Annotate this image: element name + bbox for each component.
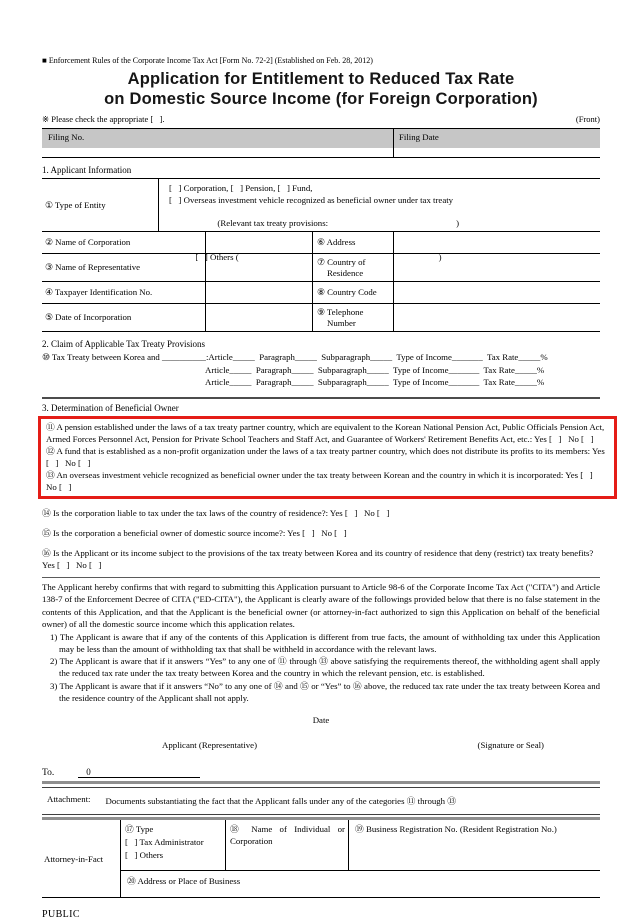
attorney-address-cell[interactable] — [121, 870, 600, 897]
attorney-type-label: ⑰ Type — [125, 824, 154, 835]
country-of-residence-label: ⑦ Country of Residence — [312, 254, 393, 281]
date-of-incorporation-field[interactable] — [205, 304, 312, 331]
attorney-name-label: ⑱ Name of Individual or Corporation — [230, 824, 345, 847]
address-field[interactable] — [393, 232, 600, 253]
front-label: (Front) — [575, 114, 600, 124]
item-14-liable-to-tax[interactable]: ⑭ Is the corporation liable to tax under the tax laws of the country of residence?: Yes [ ] No [ ] — [42, 507, 390, 518]
item-16-treaty-benefits[interactable]: ⑯ Is the Applicant or its income subject to the provisions of the tax treaty between Korea and its country of residence that deny (restrict) tax treaty benefits? Yes [ ] No [ ] — [42, 547, 596, 570]
declaration-item-2: 2) The Applicant is aware that if it answers “Yes” to any one of ⑪ through ⑬ above satisfying the requirements thereof, the withholding agent shall apply the reduced tax rate under the tax treaty between Korea and the country in which the relevant pension, etc. is established. — [50, 656, 600, 679]
form-reference-line: ■ Enforcement Rules of the Corporate Income Tax Act [Form No. 72-2] (Established on Feb. 28, 2012) — [42, 56, 373, 65]
tax-treaty-lines — [42, 351, 600, 389]
attachment-label: Attachment: — [47, 794, 91, 805]
section-divider — [42, 397, 600, 399]
declaration-divider — [42, 577, 600, 578]
treaty-line-3[interactable]: Article_____ Paragraph_____ Subparagraph_____ Type of Income_______ Tax Rate_____% — [205, 377, 545, 387]
taxpayer-id-field[interactable] — [205, 282, 312, 303]
public-classification-label: PUBLIC — [42, 909, 80, 920]
attorney-bizreg-label: ⑲ Business Registration No. (Resident Registration No.) — [355, 824, 557, 835]
to-label: To. — [42, 768, 55, 779]
page-title-line2: on Domestic Source Income (for Foreign Corporation) — [104, 90, 538, 108]
table-row — [42, 232, 600, 254]
taxpayer-id-label: ④ Taxpayer Identification No. — [45, 287, 153, 297]
attachment-row — [42, 787, 600, 815]
attachment-text: Documents substantiating the fact that the Applicant falls under any of the categories ⑪ through ⑬ — [105, 796, 457, 807]
declaration-item-1: 1) The Applicant is aware that if any of the contents of this Application is different from true facts, the amount of withholding tax under this Application may be less than the amount of withholding tax that shall be withheld in accordance with the relevant laws. — [50, 631, 600, 654]
table-row — [42, 304, 600, 332]
country-of-residence-field[interactable] — [393, 254, 600, 281]
section2-heading: 2. Claim of Applicable Tax Treaty Provisions — [42, 339, 205, 349]
declaration-item-3: 3) The Applicant is aware that if it answers “No” to any one of ⑭ and ⑮ or “Yes” to ⑯ above, the reduced tax rate under the tax treaty between Korea and the residence country of the Applicant shall not apply. — [50, 680, 600, 703]
telephone-number-label: ⑨ Telephone Number — [312, 304, 393, 331]
signature-or-seal-label: (Signature or Seal) — [477, 740, 544, 751]
type-of-entity-label: ① Type of Entity — [45, 199, 106, 210]
attorney-address-label: ⑳ Address or Place of Business — [127, 876, 241, 887]
attorney-name-cell[interactable] — [225, 820, 348, 870]
item-13-overseas-vehicle[interactable]: ⑬ An overseas investment vehicle recognized as beneficial owner under the tax treaty between Korean and the country in which it is incorporated: Yes [ ] No [ ] — [46, 469, 600, 492]
treaty-line-2[interactable]: Article_____ Paragraph_____ Subparagraph_____ Type of Income_______ Tax Rate_____% — [205, 364, 545, 375]
check-note-row — [42, 114, 600, 125]
entity-option-line3[interactable]: (Relevant tax treaty provisions: ) — [217, 217, 459, 228]
filing-table — [42, 128, 600, 158]
entity-option-line2[interactable]: [ ] Overseas investment vehicle recognized as beneficial owner under tax treaty — [169, 194, 454, 205]
section1-heading: 1. Applicant Information — [42, 165, 132, 175]
page-title-line1: Application for Entitlement to Reduced Tax Rate — [127, 70, 515, 88]
attorney-in-fact-label: Attorney-in-Fact — [44, 853, 104, 864]
name-of-representative-label: ③ Name of Representative — [45, 262, 141, 272]
table-row — [42, 282, 600, 304]
highlight-red-box — [38, 416, 617, 499]
filing-date-field[interactable] — [393, 148, 600, 157]
table-row — [42, 254, 600, 282]
to-field[interactable]: 0 — [78, 767, 200, 778]
attorney-type-option-tax-administrator[interactable]: [ ] Tax Administrator — [125, 837, 204, 848]
item-12-fund[interactable]: ⑫ A fund that is established as a non-profit organization under the laws of a tax treaty partner country, which does not distribute its profits to its members: Yes [ ] No [ ] — [46, 445, 607, 468]
signature-row — [42, 740, 600, 750]
entity-option-line4[interactable]: [ ] Others ( ) — [195, 252, 442, 262]
item-15-beneficial-owner[interactable]: ⑮ Is the corporation a beneficial owner of domestic source income?: Yes [ ] No [ ] — [42, 527, 347, 538]
section3-heading: 3. Determination of Beneficial Owner — [42, 402, 179, 413]
attorney-type-option-others[interactable]: [ ] Others — [125, 850, 164, 861]
item-11-pension[interactable]: ⑪ A pension established under the laws of a tax treaty partner country, which are equivalent to the Korean National Pension Act, Public Officials Pension Act, Armed Forces Personnel Act, Pension for Private School Teachers and Staff Act, and Guarantee of Workers' Retirement Benefits Act, etc.: Yes [ ] No [ ] — [46, 421, 606, 444]
filing-no-label: Filing No. — [48, 132, 85, 142]
country-code-label: ⑧ Country Code — [312, 282, 393, 303]
thick-divider-top — [42, 781, 600, 784]
name-of-representative-field[interactable] — [205, 254, 312, 281]
page-title — [42, 69, 600, 109]
form-content — [42, 56, 607, 920]
applicant-info-table — [42, 178, 600, 332]
to-row — [42, 767, 600, 778]
declaration-intro: The Applicant hereby confirms that with regard to submitting this Application pursuant to Article 98-6 of the Corporate Income Tax Act ("CITA") and Article 138-7 of the Enforcement Decree of CITA ("ED-CITA"), the Applicant is clearly aware of the followings provided below that there is no false statement in the contents of this Application, and that the Applicant is the beneficial owner (or attorney-in-fact authorized to sign this Application on behalf of the beneficial owner) of all the domestic source income which this application relates. — [42, 581, 600, 629]
filing-no-field[interactable] — [42, 148, 393, 157]
country-code-field[interactable] — [393, 282, 600, 303]
entity-option-line1[interactable]: [ ] Corporation, [ ] Pension, [ ] Fund, — [169, 183, 313, 193]
date-label[interactable]: Date — [312, 715, 330, 726]
address-label: ⑥ Address — [312, 232, 393, 253]
attorney-in-fact-table — [42, 820, 600, 898]
filing-date-label: Filing Date — [393, 129, 600, 148]
date-of-incorporation-label: ⑤ Date of Incorporation — [45, 312, 132, 322]
attorney-bizreg-cell[interactable] — [348, 820, 600, 870]
telephone-number-field[interactable] — [393, 304, 600, 331]
treaty-line-1[interactable]: ⑩ Tax Treaty between Korea and __________: Article_____ Paragraph_____ Subparagraph_____ Type of Income_______ Tax Rate_____% — [42, 352, 548, 362]
attorney-type-cell — [121, 820, 225, 870]
applicant-representative-label: Applicant (Representative) — [162, 740, 258, 751]
check-note: ※ Please check the appropriate [ ]. — [42, 114, 165, 124]
name-of-corporation-label: ② Name of Corporation — [45, 237, 131, 247]
name-of-corporation-field[interactable] — [205, 232, 312, 253]
